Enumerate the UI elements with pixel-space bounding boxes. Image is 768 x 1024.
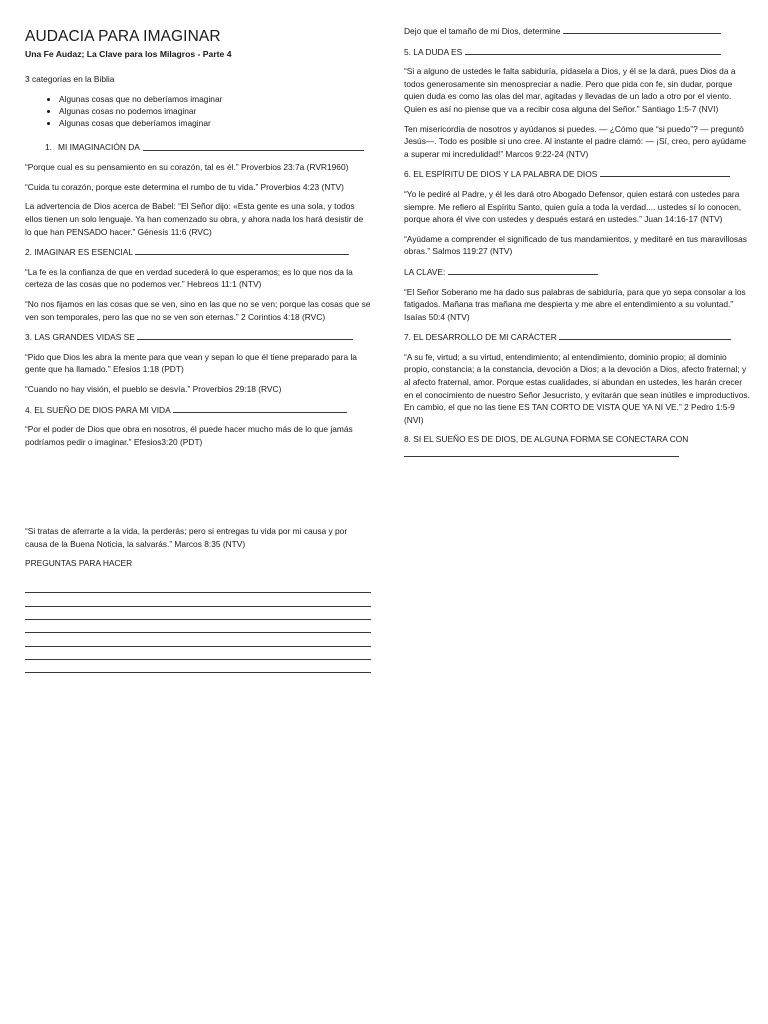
section-1-number: 1. <box>45 141 52 152</box>
section-2-label: 2. IMAGINAR ES ESENCIAL <box>25 247 133 258</box>
verse-marcos-8-35: “Si tratas de aferrarte a la vida, la perderás; pero si entregas tu vida por mi causa y por causa de la Buena Noticia, la salvarás.” Marcos 8:35 (NTV) <box>25 526 348 549</box>
section-4-label: 4. EL SUEÑO DE DIOS PARA MI VIDA <box>25 404 171 415</box>
verse-proverbios-4-23: “Cuida tu corazón, porque este determina el rumbo de tu vida.” Proverbios 4:23 (NTV) <box>25 181 344 192</box>
section-2-heading <box>25 245 371 259</box>
section-1-label: MI IMAGINACIÓN DA <box>58 141 140 152</box>
answer-line[interactable] <box>25 660 371 673</box>
section-8-heading <box>404 433 750 457</box>
fill-in-blank <box>173 403 347 413</box>
verse-proverbios-23-7: “Porque cual es su pensamiento en su corazón, tal es él.” Proverbios 23:7a (RVR1960) <box>25 162 349 173</box>
section-3-heading <box>25 330 371 344</box>
verse-juan-14-16: “Yo le pediré al Padre, y él les dará otro Abogado Defensor, quien estará con ustedes para siempre. Me refiero al Espíritu Santo, quien guía a toda la verdad.... ustedes sí lo conocen, porque ahora él vive con ustedes y después estará en ustedes.” Juan 14:16-17 (NTV) <box>404 188 742 225</box>
fill-in-blank <box>135 245 349 255</box>
section-7-label: 7. EL DESARROLLO DE MI CARÁCTER <box>404 332 557 343</box>
section-8-label: 8. SI EL SUEÑO ES DE DIOS, DE ALGUNA FORMA SE CONECTARA CON <box>404 434 689 445</box>
spacer <box>25 455 371 525</box>
list-item: • Algunas cosas que deberíamos imaginar <box>59 117 371 129</box>
categories-list <box>25 93 371 129</box>
clave-heading <box>404 265 750 279</box>
list-item: • Algunas cosas no podemos imaginar <box>59 105 371 117</box>
fill-in-blank <box>465 45 721 55</box>
fill-in-blank <box>600 167 730 177</box>
section-5-heading <box>404 45 750 59</box>
verse-2-pedro-1-5: “A su fe, virtud; a su virtud, entendimiento; al entendimiento, dominio propio; al dominio propio, constancia; a la constancia, devoción a Dios; a la devoción a Dios, afecto fraternal; y al afecto fraternal, amor. Porque estas cualidades, si abundan en ustedes, les harán crecer en el conocimiento de nuestro Señor Jesucristo, y evitarán que sean inútiles e improductivos. En cambio, el que no las tiene ES TAN CORTO DE VISTA QUE YA NI VE.” 2 Pedro 1:5-9 (NVI) <box>404 351 750 425</box>
verse-salmos-119-27: “Ayúdame a comprender el significado de tus mandamientos, y meditaré en tus maravillosas obras.” Salmos 119:27 (NTV) <box>404 233 747 257</box>
answer-line[interactable] <box>25 607 371 620</box>
verse-efesios-3-20: “Por el poder de Dios que obra en nosotros, él puede hacer mucho más de lo que jamás podríamos pedir o imaginar.” Efesios3:20 (PDT) <box>25 424 353 447</box>
verse-genesis-11-6: La advertencia de Dios acerca de Babel: “El Señor dijo: «Esta gente es una sola, y todos ellos tienen un solo lenguaje. Ya han comenzado su obra, y ahora nada los hará desistir de lo que han PENSADO hacer.” Génesis 11:6 (RVC) <box>25 201 364 237</box>
section-6-label: 6. EL ESPÍRITU DE DIOS Y LA PALABRA DE DIOS <box>404 169 598 180</box>
document-title: AUDACIA PARA IMAGINAR <box>25 28 221 45</box>
questions-heading: PREGUNTAS PARA HACER <box>25 558 133 569</box>
answer-line[interactable] <box>25 647 371 660</box>
answer-line[interactable] <box>25 593 371 606</box>
fill-in-blank <box>404 446 679 457</box>
verse-proverbios-29-18: “Cuando no hay visión, el pueblo se desvía.” Proverbios 29:18 (RVC) <box>25 383 282 394</box>
document-subtitle: Una Fe Audaz; La Clave para los Milagros - Parte 4 <box>25 49 232 59</box>
verse-efesios-1-18: “Pido que Dios les abra la mente para que vean y sepan lo que él tiene preparado para la gente que ha llamado.” Efesios 1:18 (PDT) <box>25 351 357 375</box>
list-item: • Algunas cosas que no deberíamos imaginar <box>59 93 371 105</box>
verse-santiago-1-5: “Si a alguno de ustedes le falta sabiduría, pídasela a Dios, y él se la dará, pues Dios da a todos generosamente sin menospreciar a nadie. Pero que pida con fe, sin dudar, porque quien duda es como las olas del mar, agitadas y llevadas de un lado a otro por el viento. Quien es así no piense que va a recibir cosa alguna del Señor.” Santiago 1:5-7 (NVI) <box>404 66 736 114</box>
god-size-line <box>404 24 750 38</box>
section-4-heading <box>25 403 371 417</box>
section-1-heading <box>25 141 371 154</box>
god-size-text: Dejo que el tamaño de mi Dios, determine <box>404 26 561 36</box>
fill-in-blank <box>563 24 721 34</box>
section-3-label: 3. LAS GRANDES VIDAS SE <box>25 332 135 343</box>
verse-hebreos-11-1: “La fe es la confianza de que en verdad sucederá lo que esperamos; es lo que nos da la certeza de las cosas que no podemos ver.” Hebreos 11:1 (NTV) <box>25 266 353 290</box>
clave-label: LA CLAVE: <box>404 266 446 277</box>
fill-in-blank <box>143 141 364 151</box>
fill-in-blank <box>559 330 731 340</box>
verse-isaias-50-4: “El Señor Soberano me ha dado sus palabras de sabiduría, para que yo sepa consolar a los fatigados. Mañana tras mañana me despierta y me abre el entendimiento a su voluntad.” Isaías 50:4 (NTV) <box>404 286 746 322</box>
categories-intro: 3 categorías en la Biblia <box>25 74 115 84</box>
fill-in-blank <box>137 330 353 340</box>
answer-line[interactable] <box>25 633 371 646</box>
verse-marcos-9-22: Ten misericordia de nosotros y ayúdanos si puedes. — ¿Cómo que “si puedo”? — preguntó Jesús—. Todo es posible si uno cree. Al instante el padre clamó: — ¡Sí, creo, pero ayúdame a superar mi incredulidad!” Marcos 9:22-24 (NTV) <box>404 123 747 159</box>
answer-line[interactable] <box>25 620 371 633</box>
section-5-label: 5. LA DUDA ES <box>404 46 463 57</box>
left-column <box>25 24 371 673</box>
answer-lines <box>25 580 371 673</box>
verse-2-corintios-4-18: “No nos fijamos en las cosas que se ven, sino en las que no se ven; porque las cosas que se ven son temporales, pero las que no se ven son eternas.” 2 Corintios 4:18 (RVC) <box>25 298 371 322</box>
right-column <box>404 24 750 464</box>
answer-line[interactable] <box>25 580 371 593</box>
section-6-heading <box>404 167 750 181</box>
fill-in-blank <box>448 265 598 275</box>
section-7-heading <box>404 330 750 344</box>
